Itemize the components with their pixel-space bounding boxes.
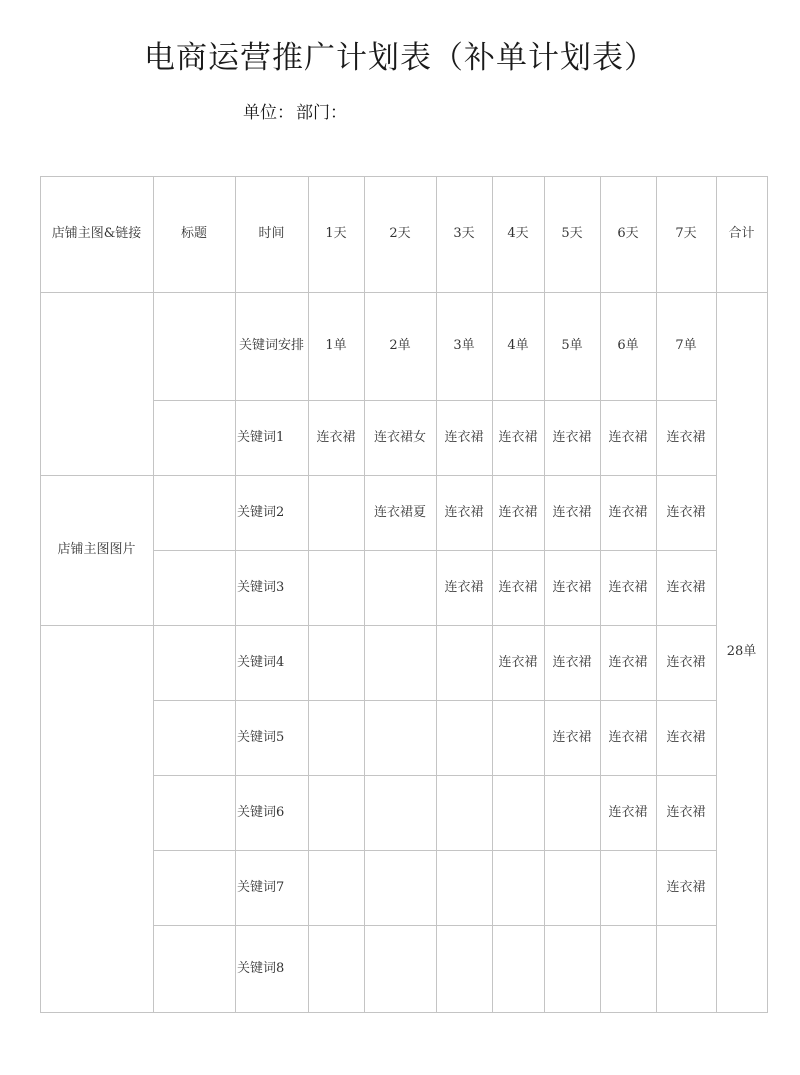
- header-day: 3天: [453, 226, 475, 241]
- keyword-cell: 连衣裙夏: [373, 504, 426, 520]
- keyword-cell: 连衣裙: [608, 579, 648, 595]
- keyword-cell: 连衣裙: [552, 504, 592, 520]
- grid-vline: [153, 176, 154, 1012]
- header-day: 6天: [617, 226, 639, 241]
- header-day: 4天: [507, 226, 529, 241]
- keyword-cell: [364, 850, 436, 925]
- keyword-cell: 连衣裙: [666, 879, 706, 895]
- keyword-cell: 连衣裙: [666, 654, 706, 670]
- keyword-cell: 连衣裙: [666, 579, 706, 595]
- keyword-label: 关键词7: [237, 879, 285, 895]
- keyword-cell: [308, 700, 364, 775]
- keyword-cell: 连衣裙: [666, 429, 706, 445]
- keyword-cell: 连衣裙: [498, 654, 538, 670]
- keyword-cell: 连衣裙: [608, 804, 648, 820]
- keyword-cell: 连衣裙: [608, 504, 648, 520]
- header-day: 2天: [389, 226, 411, 241]
- keyword-cell: [436, 700, 492, 775]
- grid-hline: [40, 625, 153, 626]
- keyword-cell: 连衣裙: [666, 504, 706, 520]
- header-day: 7天: [675, 226, 697, 241]
- grid-hline: [40, 1012, 768, 1013]
- keyword-cell: [544, 850, 600, 925]
- keyword-cell: [544, 775, 600, 850]
- plan-order: 7单: [675, 338, 697, 353]
- keyword-cell: 连衣裙女: [373, 429, 426, 445]
- keyword-cell: [492, 700, 544, 775]
- keyword-cell: 连衣裙: [498, 429, 538, 445]
- keyword-cell: [436, 625, 492, 700]
- keyword-cell: [308, 775, 364, 850]
- keyword-label: 关键词1: [237, 429, 285, 445]
- keyword-cell: [364, 925, 436, 1012]
- keyword-cell: 连衣裙: [666, 729, 706, 745]
- keyword-cell: 连衣裙: [552, 729, 592, 745]
- shop-image-cell: 店铺主图图片: [57, 542, 136, 557]
- keyword-cell: 连衣裙: [608, 729, 648, 745]
- keyword-cell: [308, 625, 364, 700]
- keyword-cell: [600, 925, 656, 1012]
- keyword-label: 关键词8: [237, 960, 285, 976]
- keyword-cell: [656, 925, 716, 1012]
- keyword-cell: 连衣裙: [498, 579, 538, 595]
- keyword-cell: [436, 775, 492, 850]
- keyword-cell: [492, 925, 544, 1012]
- keyword-cell: [544, 925, 600, 1012]
- keyword-cell: [364, 550, 436, 625]
- header-title: 标题: [180, 226, 207, 241]
- unit-department-line: [243, 98, 349, 123]
- keyword-cell: [492, 850, 544, 925]
- header-total: 合计: [728, 226, 755, 241]
- keyword-cell: 连衣裙: [444, 579, 484, 595]
- keyword-cell: 连衣裙: [316, 429, 356, 445]
- keyword-label: 关键词3: [237, 579, 285, 595]
- keyword-cell: 连衣裙: [608, 654, 648, 670]
- keyword-label: 关键词2: [237, 504, 285, 520]
- plan-order: 4单: [507, 338, 529, 353]
- keyword-cell: [364, 700, 436, 775]
- unit-label: 单位：: [243, 103, 294, 123]
- keyword-cell: 连衣裙: [444, 429, 484, 445]
- grid-vline: [767, 176, 768, 1012]
- plan-row-label: 关键词安排: [238, 338, 304, 353]
- header-shop: 店铺主图&链接: [51, 226, 142, 241]
- plan-order: 6单: [617, 338, 639, 353]
- keyword-cell: [436, 850, 492, 925]
- plan-order: 5单: [561, 338, 583, 353]
- keyword-label: 关键词6: [237, 804, 285, 820]
- keyword-cell: [600, 850, 656, 925]
- keyword-cell: [308, 925, 364, 1012]
- total-value: 28单: [726, 644, 757, 659]
- page-title: 电商运营推广计划表（补单计划表）: [144, 40, 656, 76]
- keyword-cell: 连衣裙: [552, 579, 592, 595]
- keyword-cell: 连衣裙: [552, 429, 592, 445]
- keyword-cell: 连衣裙: [666, 804, 706, 820]
- keyword-cell: [364, 775, 436, 850]
- header-day: 1天: [325, 226, 347, 241]
- header-day: 5天: [561, 226, 583, 241]
- keyword-cell: [436, 925, 492, 1012]
- keyword-cell: [308, 850, 364, 925]
- keyword-label: 关键词4: [237, 654, 285, 670]
- keyword-cell: [308, 550, 364, 625]
- keyword-cell: [364, 625, 436, 700]
- department-label: 部门：: [296, 103, 347, 123]
- header-time: 时间: [258, 226, 285, 241]
- keyword-cell: 连衣裙: [552, 654, 592, 670]
- keyword-cell: [308, 475, 364, 550]
- keyword-cell: 连衣裙: [498, 504, 538, 520]
- keyword-label: 关键词5: [237, 729, 285, 745]
- keyword-cell: [492, 775, 544, 850]
- plan-order: 2单: [389, 338, 411, 353]
- plan-order: 1单: [325, 338, 347, 353]
- plan-order: 3单: [453, 338, 475, 353]
- keyword-cell: 连衣裙: [444, 504, 484, 520]
- keyword-cell: 连衣裙: [608, 429, 648, 445]
